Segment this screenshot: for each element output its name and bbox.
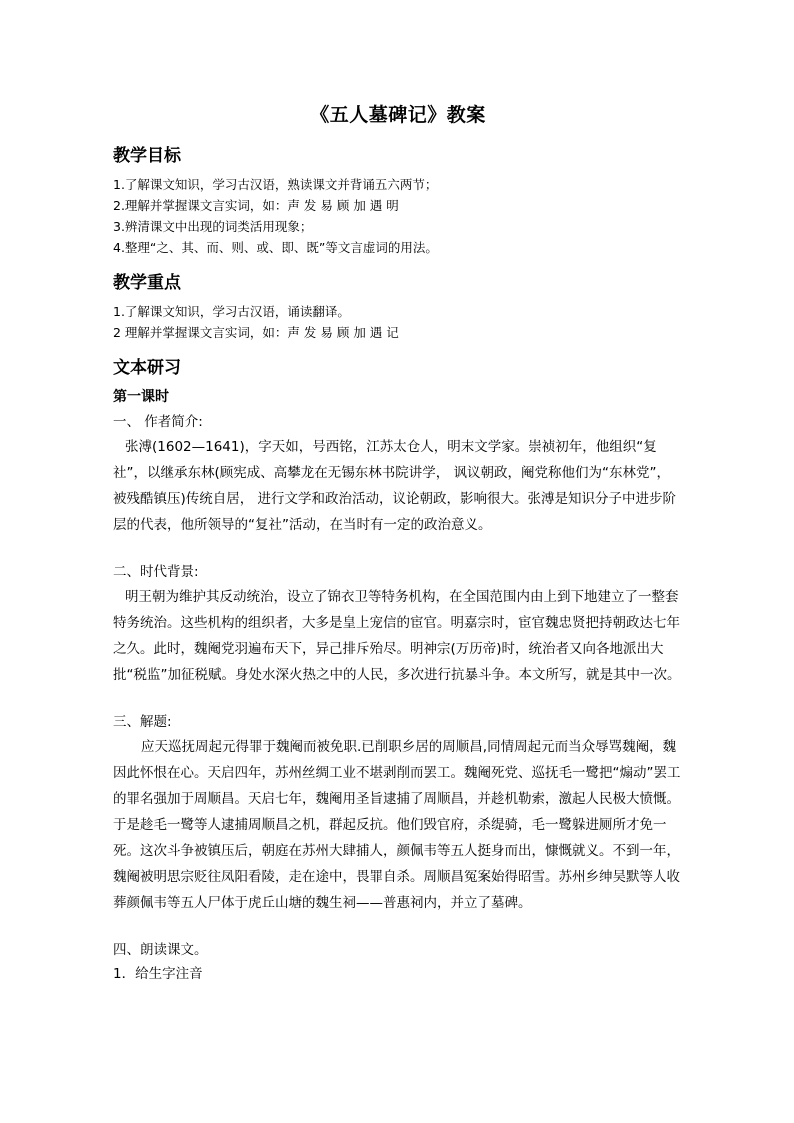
focus-item-2: 2 理解并掌握课文言实词，如：声 发 易 顾 加 遇 记 bbox=[113, 325, 399, 340]
background-label: 二、时代背景: bbox=[113, 564, 199, 580]
goal-item-3: 3.辨清课文中出现的词类活用现象； bbox=[113, 219, 313, 234]
goal-item-1: 1.了解课文知识，学习古汉语，熟读课文并背诵五六两节； bbox=[113, 177, 438, 192]
read-item: 1．给生字注音 bbox=[113, 966, 203, 982]
goals-heading: 教学目标 bbox=[113, 146, 181, 166]
goal-item-4: 4.整理“之、其、而、则、或、即、既”等文言虚词的用法。 bbox=[113, 240, 438, 255]
document-title: 《五人墓碑记》教案 bbox=[310, 104, 486, 126]
background-text: 明王朝为维护其反动统治，设立了锦衣卫等特务机构，在全国范围内由上到下地建立了一整套特务统治。这些机构的组织者，大多是皇上宠信的宦官。明嘉宗时，宦官魏忠贤把持朝政达七年之久。此时，魏阉党羽遍布天下，异己排斥殆尽。明神宗(万历帝)时，统治者又向各地派出大批“税监”加征税赋。身处水深火热之中的人民，多次进行抗暴斗争。本文所写，就是其中一次。 bbox=[113, 589, 681, 683]
author-text: 张溥(1602—1641)，字天如，号西铭，江苏太仓人，明末文学家。崇祯初年，他组织“复社”，以继承东林(顾宪成、高攀龙在无锡东林书院讲学， 讽议朝政，阉党称他们为“东林党”，被残酷镇压)传统自居， 进行文学和政治活动，议论朝政，影响很大。张溥是知识分子中进步阶层的代表，他所领导的“复社”活动，在当时有一定的政治意义。 bbox=[113, 439, 677, 533]
focus-list bbox=[113, 301, 683, 343]
document-page bbox=[113, 100, 683, 986]
goal-item-2: 2.理解并掌握课文言实词，如：声 发 易 顾 加 遇 明 bbox=[113, 198, 399, 213]
focus-item-1: 1.了解课文知识，学习古汉语，诵读翻译。 bbox=[113, 304, 350, 319]
author-label: 一、 作者简介: bbox=[113, 414, 203, 430]
lesson-heading: 第一课时 bbox=[113, 389, 169, 405]
read-label: 四、朗读课文。 bbox=[113, 942, 208, 958]
focus-heading: 教学重点 bbox=[113, 273, 181, 293]
goals-list bbox=[113, 174, 683, 258]
explain-label: 三、解题: bbox=[113, 714, 172, 730]
explain-text: 应天巡抚周起元得罪于魏阉而被免职.已削职乡居的周顺昌,同情周起元而当众辱骂魏阉，魏因此怀恨在心。天启四年，苏州丝绸工业不堪剥削而罢工。魏阉死党、巡抚毛一鹭把“煽动”罢工的罪名强加于周顺昌。天启七年，魏阉用圣旨逮捕了周顺昌，并趁机勒索，激起人民极大愤慨。于是趁毛一鹭等人逮捕周顺昌之机，群起反抗。他们毁官府，杀缇骑，毛一鹭躲进厕所才免一死。这次斗争被镇压后，朝庭在苏州大肆捕人，颜佩韦等五人挺身而出，慷慨就义。不到一年，魏阉被明思宗贬往凤阳看陵，走在途中，畏罪自杀。周顺昌冤案始得昭雪。苏州乡绅吴默等人收葬颜佩韦等五人尸体于虎丘山塘的魏生祠——普惠祠内，并立了墓碑。 bbox=[113, 739, 681, 911]
study-heading: 文本研习 bbox=[113, 358, 181, 378]
